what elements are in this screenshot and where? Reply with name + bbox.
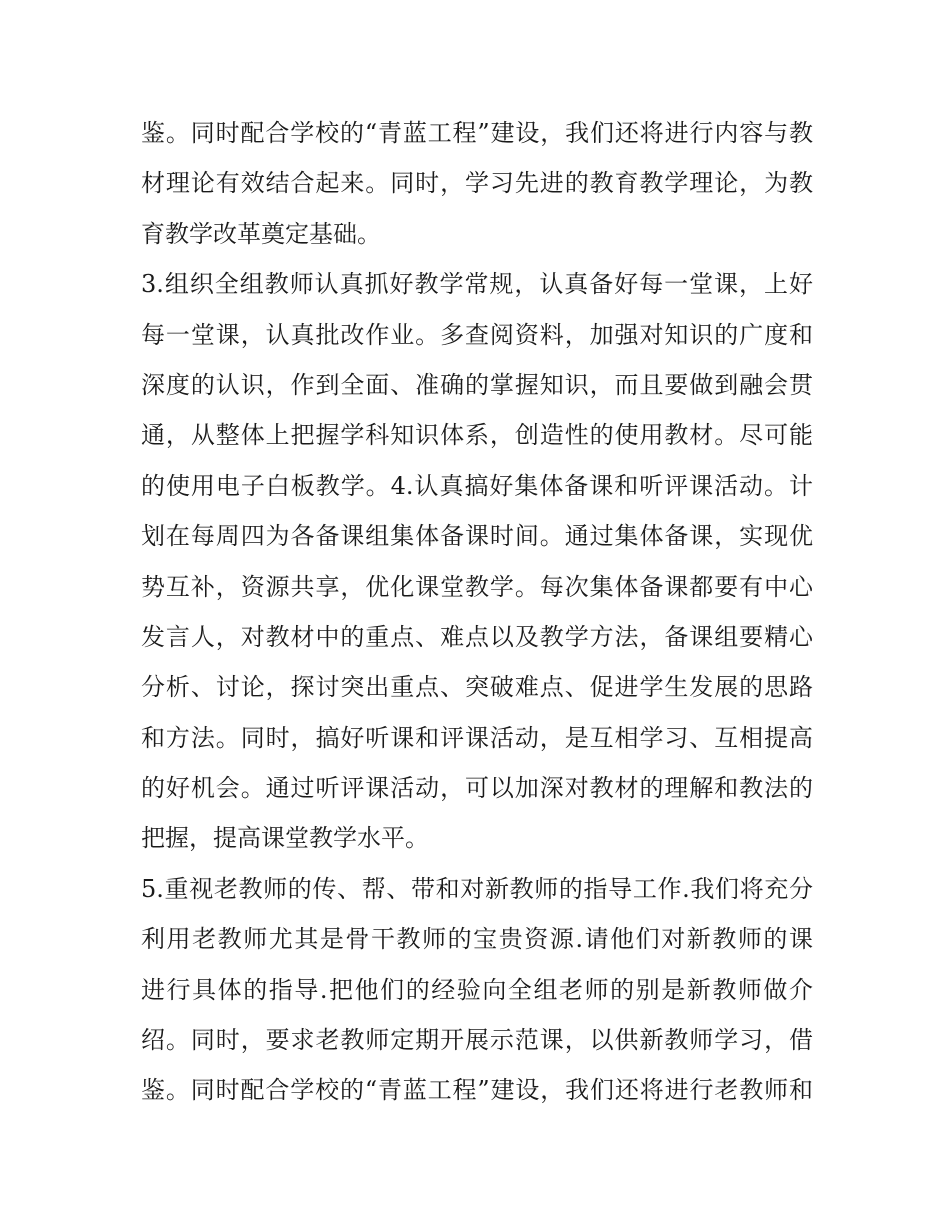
text-line: 进行具体的指导.把他们的经验向全组老师的别是新教师做介 bbox=[141, 975, 813, 1004]
text-line: 的好机会。通过听评课活动，可以加深对教材的理解和教法的 bbox=[141, 774, 813, 803]
text-line: 3.组织全组教师认真抓好教学常规，认真备好每一堂课，上好 bbox=[141, 270, 813, 299]
text-line: 育教学改革奠定基础。 bbox=[141, 219, 381, 248]
text-line: 深度的认识，作到全面、准确的掌握知识，而且要做到融会贯 bbox=[141, 370, 813, 399]
text-line: 分析、讨论，探讨突出重点、突破难点、促进学生发展的思路 bbox=[141, 673, 813, 702]
text-line: 发言人，对教材中的重点、难点以及教学方法，备课组要精心 bbox=[141, 622, 813, 651]
text-line: 通，从整体上把握学科知识体系，创造性的使用教材。尽可能 bbox=[141, 421, 813, 450]
text-line: 材理论有效结合起来。同时，学习先进的教育教学理论，为教 bbox=[141, 169, 813, 198]
text-line: 鉴。同时配合学校的“青蓝工程”建设，我们还将进行老教师和 bbox=[141, 1076, 813, 1105]
text-line: 和方法。同时，搞好听课和评课活动，是互相学习、互相提高 bbox=[141, 723, 813, 752]
text-line: 的使用电子白板教学。4.认真搞好集体备课和听评课活动。计 bbox=[141, 471, 813, 500]
text-line: 利用老教师尤其是骨干教师的宝贵资源.请他们对新教师的课 bbox=[141, 925, 813, 954]
text-line: 划在每周四为各备课组集体备课时间。通过集体备课，实现优 bbox=[141, 522, 813, 551]
body-text bbox=[141, 108, 813, 1116]
text-line: 势互补，资源共享，优化课堂教学。每次集体备课都要有中心 bbox=[141, 572, 813, 601]
text-line: 每一堂课，认真批改作业。多查阅资料，加强对知识的广度和 bbox=[141, 320, 813, 349]
text-line: 把握，提高课堂教学水平。 bbox=[141, 824, 429, 853]
text-line: 5.重视老教师的传、帮、带和对新教师的指导工作.我们将充分 bbox=[141, 874, 813, 903]
text-line: 鉴。同时配合学校的“青蓝工程”建设，我们还将进行内容与教 bbox=[141, 119, 813, 147]
text-line: 绍。同时，要求老教师定期开展示范课，以供新教师学习，借 bbox=[141, 1026, 813, 1055]
